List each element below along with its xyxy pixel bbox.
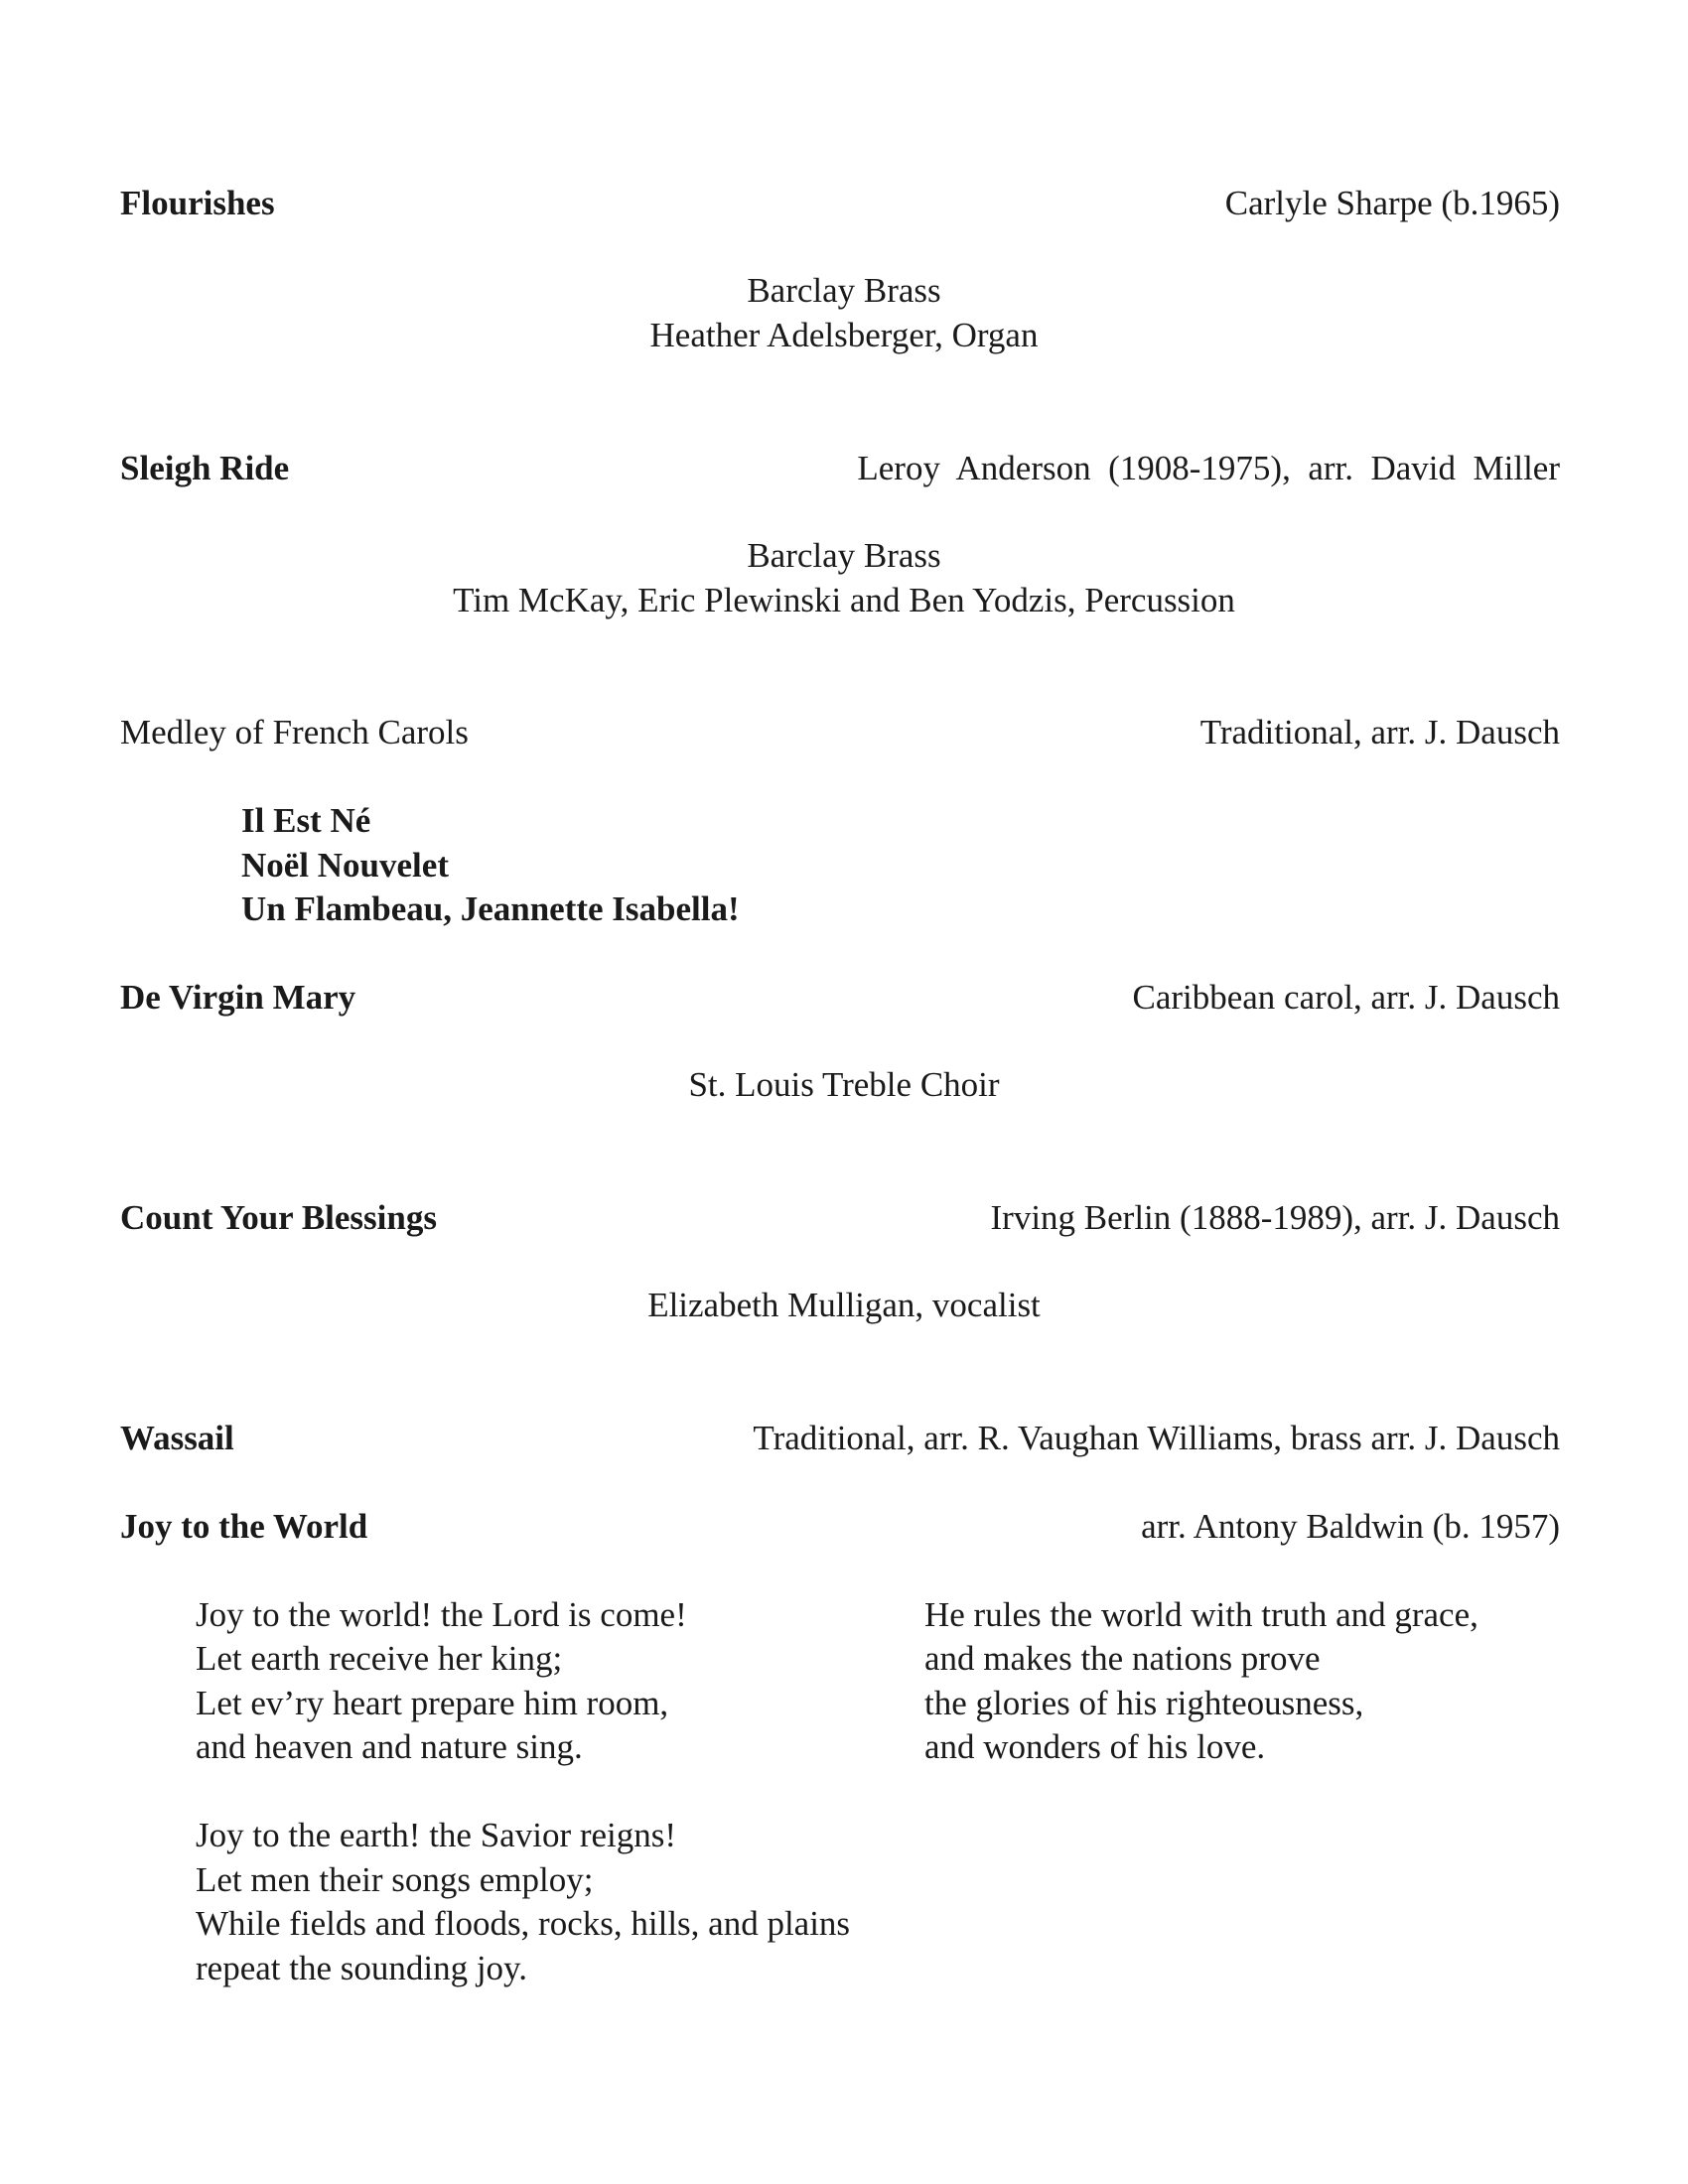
lyric-line: Joy to the world! the Lord is come!: [196, 1595, 687, 1634]
piece-composer: Traditional, arr. R. Vaughan Williams, brass arr. J. Dausch: [753, 1419, 1560, 1457]
lyric-line: and heaven and nature sing.: [196, 1727, 583, 1766]
piece-composer: Carlyle Sharpe (b.1965): [1224, 184, 1560, 222]
program-item-sleigh-ride: [120, 447, 1560, 490]
piece-title: Wassail: [120, 1419, 234, 1457]
medley-subitem: Un Flambeau, Jeannette Isabella!: [241, 889, 740, 928]
lyric-line: Let ev’ry heart prepare him room,: [196, 1684, 669, 1722]
medley-subitem: Noël Nouvelet: [241, 846, 449, 885]
performer-line: Tim McKay, Eric Plewinski and Ben Yodzis, Percussion: [453, 581, 1235, 619]
program-item-wassail: [120, 1417, 1560, 1460]
medley-subitem: Il Est Né: [241, 801, 371, 840]
piece-composer: Caribbean carol, arr. J. Dausch: [1132, 978, 1560, 1017]
piece-title: Sleigh Ride: [120, 449, 290, 487]
lyric-line: Joy to the earth! the Savior reigns!: [196, 1816, 677, 1854]
piece-composer: Irving Berlin (1888-1989), arr. J. Dausch: [990, 1198, 1560, 1237]
performer-line: Barclay Brass: [747, 271, 941, 310]
performer-line: Heather Adelsberger, Organ: [649, 316, 1039, 354]
piece-title: Flourishes: [120, 184, 275, 222]
piece-composer: Traditional, arr. J. Dausch: [1199, 713, 1560, 751]
performer-line: St. Louis Treble Choir: [688, 1065, 1000, 1104]
piece-title: Medley of French Carols: [120, 713, 469, 751]
lyric-line: and makes the nations prove: [924, 1639, 1321, 1678]
performer-line: Elizabeth Mulligan, vocalist: [647, 1286, 1041, 1324]
lyric-line: and wonders of his love.: [924, 1727, 1266, 1766]
piece-composer: arr. Antony Baldwin (b. 1957): [1141, 1507, 1560, 1546]
lyric-line: repeat the sounding joy.: [196, 1949, 528, 1987]
program-item-joy-to-the-world: [120, 1505, 1560, 1549]
program-item-french-carols: [120, 711, 1560, 754]
performer-line: Barclay Brass: [747, 536, 941, 575]
program-item-count-your-blessings: [120, 1196, 1560, 1240]
piece-title: De Virgin Mary: [120, 978, 356, 1017]
program-item-de-virgin-mary: [120, 976, 1560, 1020]
lyric-line: He rules the world with truth and grace,: [924, 1595, 1478, 1634]
program-item-flourishes: [120, 182, 1560, 225]
piece-composer: Leroy Anderson (1908-1975), arr. David Miller: [857, 449, 1560, 487]
piece-title: Joy to the World: [120, 1507, 368, 1546]
piece-title: Count Your Blessings: [120, 1198, 437, 1237]
lyric-line: the glories of his righteousness,: [924, 1684, 1364, 1722]
lyric-line: Let earth receive her king;: [196, 1639, 563, 1678]
lyric-line: While fields and floods, rocks, hills, and plains: [196, 1904, 851, 1943]
lyric-line: Let men their songs employ;: [196, 1860, 594, 1899]
